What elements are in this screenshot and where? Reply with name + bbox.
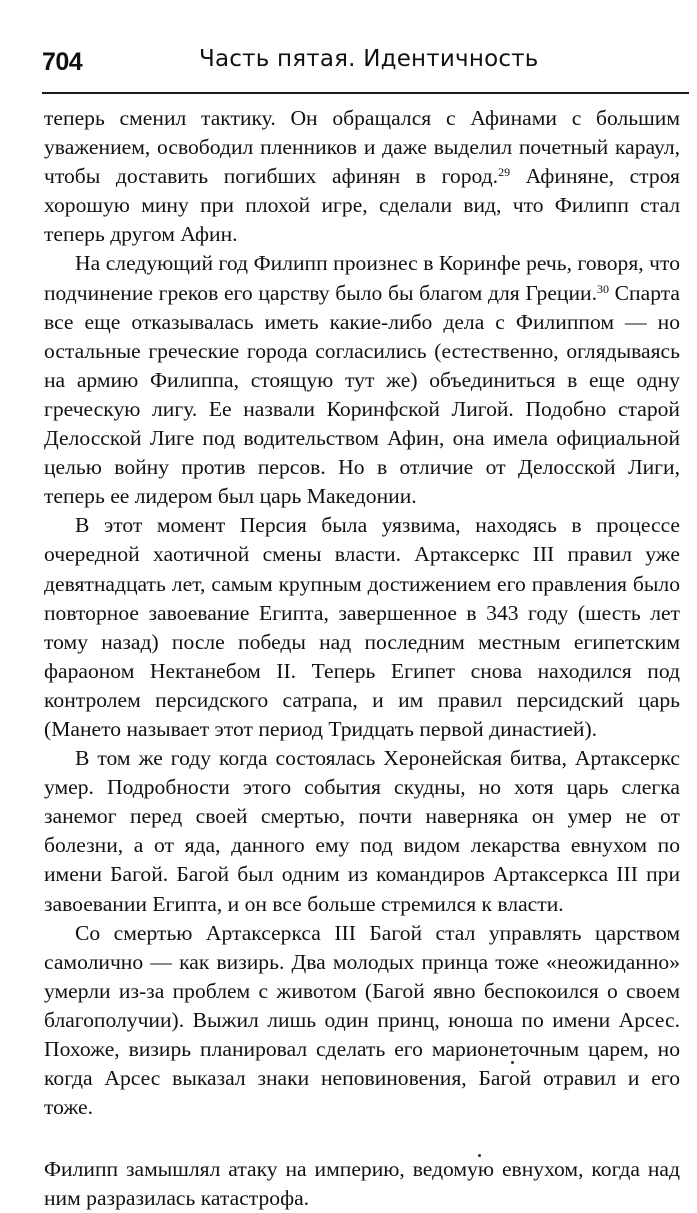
- paragraph-text: Афиняне, строя хорошую мину при плохой игре, сделали вид, что Филипп стал теперь другом Афин.: [44, 164, 680, 247]
- paragraph-text: Спарта все еще отказывалась иметь какие-либо дела с Филиппом — но остальные греческие города согласились (естественно, оглядываясь на армию Филиппа, стоящую тут же) объединиться в еще одну греческую лигу. Ее назвали Коринфской Лигой. Подобно старой Делосской Лиге под водительством Афин, она имела официальной целью войну против персов. Но в отличие от Делосской Лиги, теперь ее лидером был царь Македонии.: [44, 280, 680, 509]
- body-text: [44, 104, 680, 1213]
- paragraph: [44, 249, 680, 511]
- paragraph-text: теперь сменил тактику. Он обращался с Афинами с большим уважением, освободил пленников и даже выделил почетный караул, чтобы доставить погибших афинян в город.: [44, 106, 680, 189]
- running-header: [42, 34, 689, 94]
- running-title: Часть пятая. Идентичность: [199, 46, 539, 72]
- paragraph: В том же году когда состоялась Херонейская битва, Артаксеркс умер. Подробности этого события скудны, но хотя царь слегка занемог перед своей смертью, почти наверняка он умер не от болезни, а от яда, данного ему под видом лекарства евнухом по имени Багой. Багой был одним из командиров Артаксеркса III при завоевании Египта, и он все больше стремился к власти.: [44, 746, 680, 916]
- footnote-marker: 29: [498, 165, 511, 179]
- paragraph: В этот момент Персия была уязвима, находясь в процессе очередной хаотичной смены власти. Артаксеркс III правил уже девятнадцать лет, самым крупным достижением его правления было повторное завоевание Египта, завершенное в 343 году (шесть лет тому назад) после победы над последним местным египетским фараоном Нектанебом II. Теперь Египет снова находился под контролем персидского сатрапа, и им правил персидский царь (Мането называет этот период Тридцать первой династией).: [44, 513, 680, 741]
- scan-speck: [511, 1061, 514, 1064]
- page-number: 704: [42, 48, 83, 76]
- paragraph: Со смертью Артаксеркса III Багой стал управлять царством самолично — как визирь. Два молодых принца тоже «неожиданно» умерли из-за проблем с животом (Багой явно беспокоился о своем благополучии). Выжил лишь один принц, юноша по имени Арсес. Похоже, визирь планировал сделать его марионеточным царем, но когда Арсес выказал знаки неповиновения, Багой отравил и его тоже.: [44, 920, 680, 1120]
- footnote-marker: 30: [596, 281, 609, 296]
- scan-speck: [478, 1154, 481, 1157]
- paragraph-continued: [44, 104, 680, 249]
- paragraph-after-break: Филипп замышлял атаку на империю, ведомую евнухом, когда над ним разразилась катастрофа.: [44, 1157, 680, 1211]
- paragraph-text: На следующий год Филипп произнес в Коринфе речь, говоря, что подчинение греков его царству было бы благом для Греции.: [44, 251, 680, 305]
